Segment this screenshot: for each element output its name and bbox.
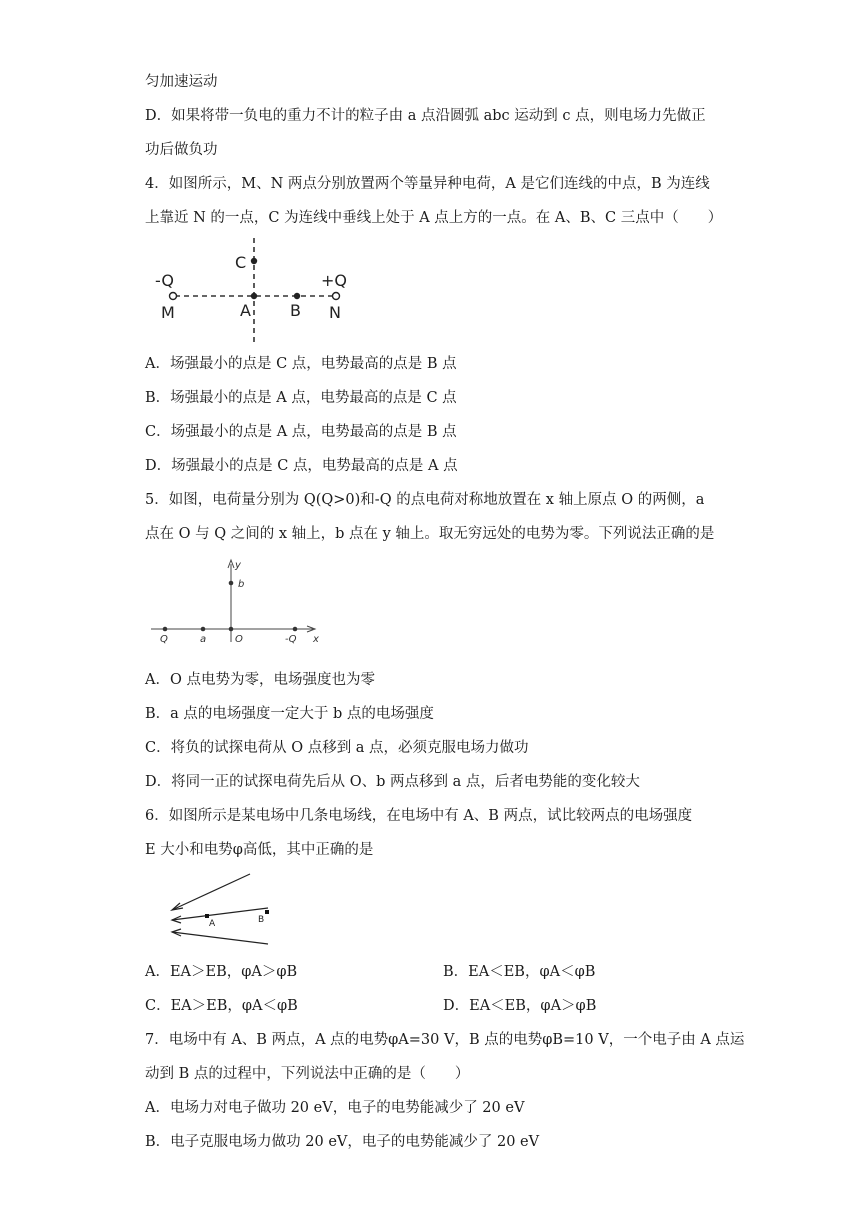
field-line-middle [172,908,268,920]
option-c: C．场强最小的点是 A 点，电势最高的点是 B 点 [145,424,457,440]
figure-axes-charges [145,556,335,646]
label-m: M [161,303,175,322]
label-a: a [200,634,207,645]
label-q: Q [160,634,168,645]
option-d: D．场强最小的点是 C 点，电势最高的点是 A 点 [145,458,458,474]
label-neg-q: -Q [285,634,297,645]
text-line: 功后做负功 [145,142,218,158]
figure-field-lines [160,868,280,948]
label-y: y [235,560,241,571]
option-d: D．将同一正的试探电荷先后从 O、b 两点移到 a 点，后者电势能的变化较大 [145,774,640,790]
label-a: A [209,919,216,929]
label-a: A [240,301,251,320]
option-a: A．EA＞EB，φA＞φB [145,964,298,980]
label-b: B [258,915,265,925]
option-b: B．a 点的电场强度一定大于 b 点的电场强度 [145,706,434,722]
question-5-stem: 点在 O 与 Q 之间的 x 轴上，b 点在 y 轴上。取无穷远处的电势为零。下列说法正确的是 [145,526,715,542]
option-d: D．EA＜EB，φA＞φB [443,998,597,1014]
charge-q [163,627,168,632]
label-b: b [238,579,245,590]
point-a [251,293,257,299]
point-a [201,627,206,632]
label-pos-q: +Q [321,271,347,290]
charge-neg-q [293,627,298,632]
label-o: O [235,634,243,645]
label-neg-q: -Q [155,271,174,290]
point-c [251,258,257,264]
point-b [294,293,300,299]
label-b: B [290,301,301,320]
question-4-stem: 4．如图所示，M、N 两点分别放置两个等量异种电荷，A 是它们连线的中点，B 为连线 [145,176,710,192]
question-5-stem: 5．如图，电荷量分别为 Q(Q>0)和-Q 的点电荷对称地放置在 x 轴上原点 O 的两侧，a [145,492,705,508]
charge-n [333,293,340,300]
point-b [229,581,234,586]
point-a [205,914,209,918]
point-b [265,910,269,914]
field-line-bottom [172,932,268,944]
option-c: C．EA＞EB，φA＜φB [145,998,298,1014]
question-6-stem: 6．如图所示是某电场中几条电场线，在电场中有 A、B 两点，试比较两点的电场强度 [145,808,693,824]
option-a: A．场强最小的点是 C 点，电势最高的点是 B 点 [145,356,457,372]
text-line: 匀加速运动 [145,74,218,90]
figure-charges-mn [145,236,365,346]
option-line: D．如果将带一负电的重力不计的粒子由 a 点沿圆弧 abc 运动到 c 点，则电场力先做正 [145,108,706,124]
question-4-stem: 上靠近 N 的一点，C 为连线中垂线上处于 A 点上方的一点。在 A、B、C 三点中（ ） [145,210,723,226]
option-a: A．电场力对电子做功 20 eV，电子的电势能减少了 20 eV [145,1100,525,1116]
question-7-stem: 动到 B 点的过程中，下列说法中正确的是（ ） [145,1066,470,1082]
option-b: B．电子克服电场力做功 20 eV，电子的电势能减少了 20 eV [145,1134,540,1150]
option-c: C．将负的试探电荷从 O 点移到 a 点，必须克服电场力做功 [145,740,529,756]
question-7-stem: 7．电场中有 A、B 两点，A 点的电势φA=30 V，B 点的电势φB=10 V，一个电子由 A 点运 [145,1032,745,1048]
field-line-top [172,874,250,910]
label-x: x [313,634,319,645]
arrowhead-top [172,903,183,910]
label-c: C [235,253,247,272]
option-b: B．场强最小的点是 A 点，电势最高的点是 C 点 [145,390,457,406]
option-a: A．O 点电势为零，电场强度也为零 [145,672,375,688]
label-n: N [329,303,341,322]
charge-m [170,293,177,300]
option-b: B．EA＜EB，φA＜φB [443,964,596,980]
origin-o [229,627,234,632]
question-6-stem: E 大小和电势φ高低，其中正确的是 [145,842,374,858]
